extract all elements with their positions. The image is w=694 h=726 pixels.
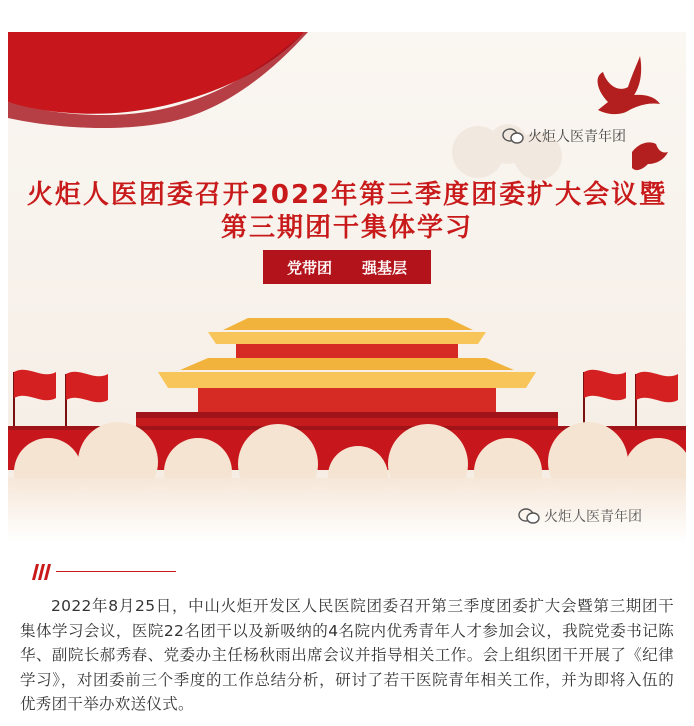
watermark-label: 火炬人医青年团	[544, 509, 642, 525]
dove-icon	[632, 142, 668, 170]
article-body: 2022年8月25日，中山火炬开发区人民医院团委召开第三季度团委扩大会暨第三期团干集体学习会议，医院22名团干以及新吸纳的4名院内优秀青年人才参加会议，我院党委书记陈华、副院长郝秀春、党委办主任杨秋雨出席会议并指导相关工作。会上组织团干开展了《纪律学习》，对团委前三个季度的工作总结分析，研讨了若干医院青年相关工作，并为即将入伍的优秀团干举办欢送仪式。	[20, 597, 674, 713]
wechat-icon	[502, 128, 524, 144]
watermark	[518, 506, 642, 526]
banner-illustration	[8, 32, 686, 542]
watermark-label: 火炬人医青年团	[528, 129, 626, 145]
watermark	[502, 126, 626, 146]
flag-icon	[14, 370, 108, 434]
divider-bars-icon	[30, 562, 52, 582]
dove-icon	[598, 56, 660, 114]
section-divider	[30, 562, 666, 582]
wechat-icon	[518, 508, 540, 524]
slogan-tag	[263, 250, 431, 284]
header-banner	[8, 32, 686, 542]
article-title-line2: 第三期团干集体学习	[220, 213, 473, 243]
article-title-line1: 火炬人医团委召开2022年第三季度团委扩大会议暨	[26, 180, 668, 210]
tag-label: 党带团	[286, 258, 332, 277]
tag-label: 强基层	[362, 258, 408, 277]
divider-line	[56, 571, 176, 572]
